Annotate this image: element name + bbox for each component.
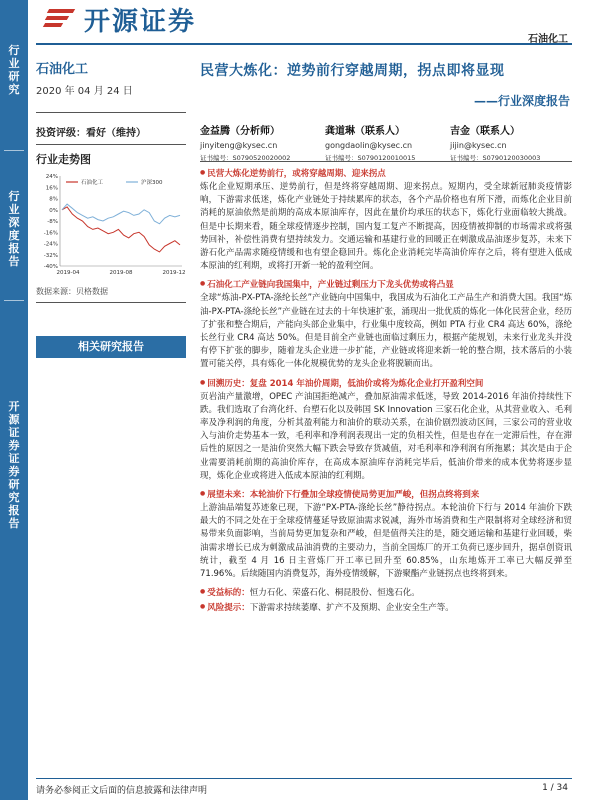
analyst-cert: 证书编号：S0790120010015 xyxy=(325,154,416,162)
section-text: 炼化企业短期承压、逆势前行，但是终将穿越周期、迎来拐点。短期内，受全球新冠肺炎疫情影响，下游需求低迷，炼化产业链处于持续累库的状态，各个产品价格也有所下滑，而炼化企业目前消耗的原油依然是前期的高成本原油库存，因此在量价均承压的状态下，炼化行业面临较大挑战。但是中长期来看，随全球疫情逐步控制，国内复工复产不断提高，因疫情被抑制的市场需求或将强势回补，补偿性消费有望持续发力。交通运输和基建行业的回暖正在刺激成品油逐步复苏，未来下游石化产品需求随疫情缓和也有望企稳回升。炼化企业消耗完毕高油价库存之后，将有望进入低成本原油的红利期，或将打开新一轮的盈利空间。 xyxy=(200,182,572,272)
analyst-name: 金益腾（分析师） xyxy=(200,126,280,137)
chart-source: 数据来源：贝格数据 xyxy=(36,287,108,296)
report-body xyxy=(200,166,572,615)
sidebar-divider xyxy=(4,300,24,301)
section-heading: ● 民营大炼化逆势前行，或将穿越周期、迎来拐点 xyxy=(200,166,572,181)
report-subtitle: ——行业深度报告 xyxy=(473,94,570,108)
sidebar-bottom-label: 开源证券证券研究报告 xyxy=(8,400,20,530)
analyst-card xyxy=(450,122,575,162)
y-tick-label: -16% xyxy=(43,230,58,237)
beneficiaries-line xyxy=(200,585,572,600)
series-line-csi300 xyxy=(62,204,180,224)
analyst-card xyxy=(200,122,325,162)
page-number: 1 / 34 xyxy=(542,783,568,793)
analyst-card xyxy=(325,122,450,162)
sector-name: 石油化工 xyxy=(36,62,89,77)
analyst-name: 龚道琳（联系人） xyxy=(325,126,405,137)
y-tick-label: 24% xyxy=(45,174,58,180)
summary-section xyxy=(200,277,572,371)
y-tick-label: 0% xyxy=(49,207,58,214)
footer-rule xyxy=(36,778,572,779)
sidebar-top-label: 行业研究 xyxy=(8,44,20,96)
y-tick-label: -8% xyxy=(47,219,58,225)
related-reports-button[interactable]: 相关研究报告 xyxy=(36,336,186,358)
risks-line xyxy=(200,600,572,615)
sidebar-middle-label: 行业深度报告 xyxy=(8,190,20,268)
section-text: 页岩油产量激增，OPEC 产油国拒绝减产，叠加原油需求低迷，导致 2014-2016 年油价持续性下跌。我们选取了台湾化纤、台塑石化以及韩国 SK Innovation 三家石化企业，从其营业收入、毛利率及净利润的角度，分析其盈利能力和油价的联动关系，在油价剧烈波动区间，三家公司的营业收入与油价走势基本一致，毛利率和净利润表现出一定的负相关性，但是也存在一定滞后性，存在滞后性的原因之一是油价突然大幅下跌会导致存货减值，对毛利率和净利润有所拖累；其次是由于企业需要消耗前期的高油价库存，在高成本原油库存消耗完毕后，低油价带来的成本优势将逐步显现，炼化企业或将进入低成本原油的红利期。 xyxy=(200,391,572,481)
analyst-name: 吉金（联系人） xyxy=(450,126,520,137)
brand-name: 开源证券 xyxy=(84,6,197,37)
summary-section xyxy=(200,166,572,273)
risks-text: 下游需求持续萎靡、扩产不及预期、企业安全生产等。 xyxy=(249,603,454,614)
analyst-email[interactable]: gongdaolin@kysec.cn xyxy=(325,141,413,150)
x-tick-label: 2019-04 xyxy=(56,270,80,276)
analyst-email[interactable]: jinyiteng@kysec.cn xyxy=(200,141,278,150)
report-title: 民营大炼化：逆势前行穿越周期，拐点即将显现 xyxy=(200,63,505,79)
sidebar-divider xyxy=(4,150,24,151)
divider-line xyxy=(36,112,186,113)
brand-logo xyxy=(44,4,197,37)
section-text: 全球“炼油-PX-PTA-涤纶长丝”产业链向中国集中，我国成为石油化工产品生产和消费大国。我国“炼油-PX-PTA-涤纶长丝”产业链在过去的十年快速扩张，涌现出一批优质的炼化一体化民营企业，经历了扩张和整合期后，产能向头部企业集中，行业集中度较高，例如 PTA 行业 CR4 高达 60%，涤纶长丝行业 CR4 高达 50%。但是目前全产业链也面临过剩压力，根据产能规划，未来行业龙头并没有停下扩张的脚步，随着龙头企业进一步扩能，产业链或将迎来新一轮的整合期，技术落后的小装置可能关停，具有炼化一体化规模优势的龙头企业将脱颖而出。 xyxy=(200,293,572,370)
section-heading: ● 回溯历史：复盘 2014 年油价周期，低油价或将为炼化企业打开盈利空间 xyxy=(200,376,572,391)
section-heading: ● 石油化工产业链向我国集中，产业链过剩压力下龙头优势或将凸显 xyxy=(200,277,572,292)
legend-label: 沪深300 xyxy=(141,180,163,186)
analyst-cert: 证书编号：S0790120030003 xyxy=(450,154,541,162)
brand-logo-icon xyxy=(44,6,78,32)
trend-chart-title: 行业走势图 xyxy=(36,153,91,166)
y-tick-label: 8% xyxy=(49,196,58,203)
y-tick-label: 16% xyxy=(45,185,58,192)
left-sidebar-bar xyxy=(0,0,28,800)
y-tick-label: -24% xyxy=(43,241,58,248)
trend-chart-svg xyxy=(36,172,186,282)
y-tick-label: -32% xyxy=(43,252,58,259)
section-heading: ● 展望未来：本轮油价下行叠加全球疫情使局势更加严峻，但拐点终将到来 xyxy=(200,487,572,502)
divider-line xyxy=(36,144,186,145)
divider-line xyxy=(200,161,572,162)
x-tick-label: 2019-08 xyxy=(109,270,133,276)
report-date: 2020 年 04 月 24 日 xyxy=(36,86,133,97)
divider-line xyxy=(36,302,186,303)
beneficiaries-label: ● 受益标的： xyxy=(200,588,250,598)
beneficiaries-text: 恒力石化、荣盛石化、桐昆股份、恒逸石化。 xyxy=(249,588,420,599)
analyst-email[interactable]: jijin@kysec.cn xyxy=(450,141,507,150)
summary-section xyxy=(200,376,572,483)
header-sector-tag: 石油化工 xyxy=(528,34,568,45)
footer-disclaimer: 请务必参阅正文后面的信息披露和法律声明 xyxy=(36,786,208,796)
analyst-cert: 证书编号：S0790520020002 xyxy=(200,154,291,162)
summary-section xyxy=(200,487,572,581)
section-text: 上游油品端复苏迹象已现，下游“PX-PTA-涤纶长丝”静待拐点。本轮油价下行与 2014 年油价下跌最大的不同之处在于全球疫情蔓延导致原油需求锐减，海外市场消费和生产限制将对全球经济和贸易带来负面影响，当前局势更加复杂和严峻，但是值得关注的是，随交通运输和基建行业回暖，柴油需求增长已成为刺激成品油消费的主要动力，当前全国炼厂的开工负荷已逐步回升，据卓创资讯统计，截至 4 月 16 日主营炼厂开工率已回升至 60.85%，山东地炼开工率已大幅反弹至 71.96%。后续随国内消费复苏，海外疫情缓解，下游聚酯产业链拐点也终将到来。 xyxy=(200,503,572,580)
y-tick-label: -40% xyxy=(43,264,58,270)
header-rule xyxy=(36,43,572,45)
trend-chart xyxy=(36,172,186,282)
risks-label: ● 风险提示： xyxy=(200,603,250,613)
x-tick-label: 2019-12 xyxy=(162,270,186,276)
investment-rating: 投资评级：看好（维持） xyxy=(36,128,146,139)
legend-label: 石油化工 xyxy=(81,180,104,186)
